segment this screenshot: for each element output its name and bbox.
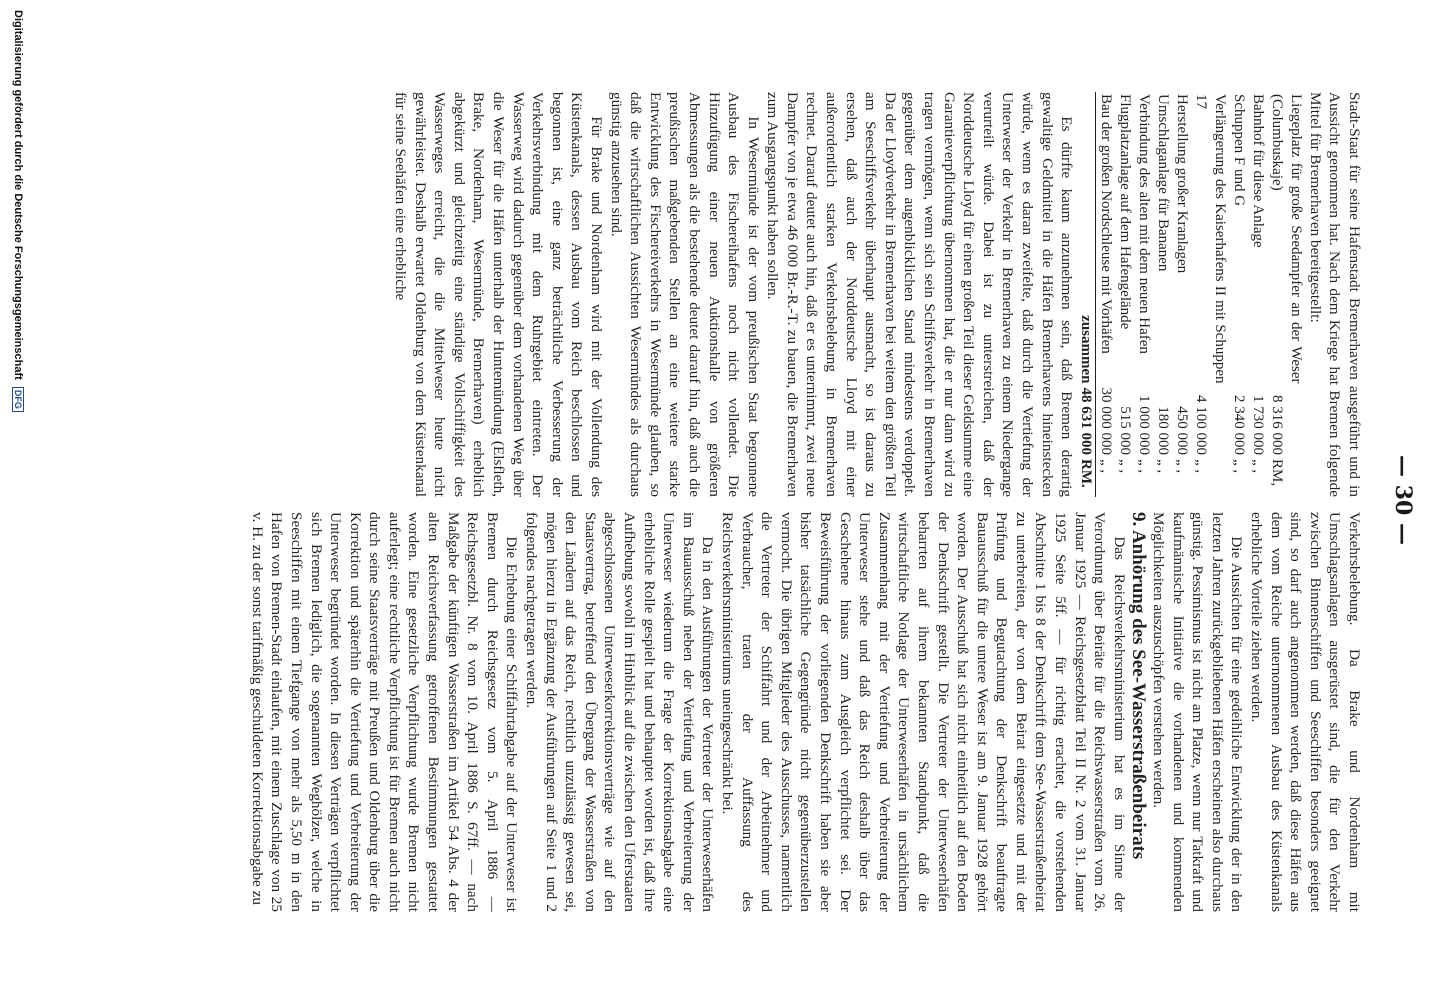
total-amount: 48 631 000 [1078, 387, 1095, 455]
cost-amount: 30 000 000 [1098, 387, 1115, 455]
paragraph: Verkehrsbelebung. Da Brake und Nordenham mit Umschlagsanlagen ausgerüstet sind, die für den Verkehr zwischen Binnenschiffen und Seeschiffen besonders geeignet sind, so darf auch angenommen werden, daß diese Häfen aus dem vom Reiche unternommenen Ausbau des Küstenkanals erhebliche Vorteile ziehen werden. [1248, 512, 1363, 912]
cost-row [1115, 92, 1134, 497]
cost-amount: 4 100 000 [1193, 395, 1210, 455]
cost-label: Schuppen F und G [1231, 94, 1248, 207]
paragraph: In Wesermünde ist der vom preußischen Staat begonnene Ausbau des Fischereihafens noch nicht vollendet. Die Hinzufügung einer neuen Auktionshalle von größeren Abmessungen als die bestehende deutet darauf hin, daß auch die preußischen maßgebenden Stellen an eine weitere starke Entwicklung des Fischereiverkehrs in Wesermünde glauben, so daß die wirtschaftlichen Aussichten Wesermündes als durchaus günstig anzusehen sind. [607, 92, 762, 497]
cost-amount: 180 000 [1155, 406, 1172, 455]
paragraph: Da in den Ausführungen der Vertreter der Unterweserhäfen im Bauausschuß neben der Vertiefung und Verbreiterung der Unterweser wiederum die Frage der Korrektionsabgabe eine erhebliche Rolle gespielt hat und behauptet worden ist, daß ihre Aufhebung sowohl im Hinblick auf die zwischen den Uferstaaten abgeschlossenen Unterweserkorrektionsverträge wie auf den Staatsvertrag, betreffend den Übergang der Wasserstraßen von den Ländern auf das Reich, rechtlich unzulässig gewesen sei, mögen hierzu in Ergänzung der Ausführungen auf Seite 1 und 2 folgendes nachgetragen werden. [523, 512, 717, 912]
cost-row [1096, 92, 1116, 497]
cost-label: Flugplatzanlage auf dem Hafengelände [1117, 94, 1134, 330]
cost-unit: „ , [1136, 459, 1153, 474]
text-column-first [44, 512, 1364, 912]
section-heading: 9. Anhörung des See-Wasserstraßenbeirats [1128, 512, 1150, 860]
cost-label: Liegeplatz für große Seedampfer an der Weser (Columbuskaje) [1269, 94, 1305, 384]
credit-text: Digitalisierung gefördert durch die Deutsche Forschungsgemeinschaft [12, 10, 24, 380]
cost-unit: „ , [1174, 459, 1191, 474]
cost-label: Bau der großen Nordschleuse mit Vorhäfen [1098, 94, 1115, 354]
cost-amount: 1 730 000 [1250, 395, 1267, 455]
cost-amount: 515 000 [1117, 406, 1134, 455]
paragraph: Stadt-Staat für seine Hafenstadt Bremerhaven ausgeführt und in Aussicht genommen hat. Nach dem Kriege hat Bremen folgende Mittel für Bremerhaven bereitgestellt: [1306, 92, 1363, 497]
page-number: — 30 — [1390, 455, 1416, 545]
cost-unit: RM, [1269, 459, 1286, 487]
dfg-logo: DFG [12, 387, 24, 412]
cost-row [1248, 92, 1267, 497]
paragraph: Für Brake und Nordenham wird mit der Vollendung des Küstenkanals, dessen Ausbau vom Reich beschlossen und begonnen ist, eine ganz beträchtliche Verbesserung der Verkehrsverbindung mit dem Ruhrgebiet eintreten. Der Wasserweg wird dadurch gegenüber dem vorhandenen Weg über die Weser für die Häfen unterhalb der Huntemündung (Elsfleth, Brake, Nordenham, Wesermünde, Bremerhaven) erheblich abgekürzt und gleichzeitig eine ständige Vollschiffigkeit des Wasserweges erreicht, die die Mittelweser heute nicht gewährleistet. Deshalb erwartet Oldenburg von dem Küstenkanal für seine Seehäfen eine erhebliche [392, 92, 605, 497]
cost-row [1134, 92, 1153, 497]
cost-row [1229, 92, 1248, 497]
total-label: zusammen [1076, 92, 1096, 386]
paragraph: Die Erhebung einer Schiffahrtabgabe auf der Unterweser ist Bremen durch Reichsgesetz vom 5. April 1886 — Reichsgesetzbl. Nr. 8 vom 10. April 1886 S. 67ff. — nach Maßgabe der künftigen Wasserstraßen im Artikel 54 Abs. 4 der alten Reichsverfassung getroffenen Bestimmungen gestattet worden. Eine gesetzliche Verpflichtung wurde Bremen nicht auferlegt; eine rechtliche Verpflichtung ist für Bremen auch nicht durch seine Staatsverträge mit Preußen und Oldenburg über die Korrektion und späterhin die Vertiefung und Verbreiterung der Unterweser begründet worden. In diesen Verträgen verpflichtet sich Bremen lediglich, die sogenannten Weghölzer, welche in Seeschiffen mit einem Tiefgange von mehr als 5,50 m in den Hafen von Bremen-Stadt einlaufen, mit einem Zuschlage von 25 v. H. zu der sonst tarifmäßig geschuldeten Korrektionsabgabe zu [248, 512, 521, 912]
cost-unit: „ , [1098, 459, 1115, 474]
cost-row [1267, 92, 1305, 497]
cost-row [1153, 92, 1172, 497]
cost-row [1172, 92, 1191, 497]
paragraph: Die Aussichten für eine gedeihliche Entwicklung der in den letzten Jahren zurückgebliebenen Häfen erscheinen also durchaus günstig. Pessimismus ist nicht am Platze, wenn nur Tatkraft und kaufmännische Initiative die vorhandenen und kommenden Möglichkeiten auszuschöpfen verstehen werden. [1150, 512, 1246, 912]
cost-amount: 450 000 [1174, 406, 1191, 455]
cost-row [1191, 92, 1229, 497]
cost-label: Verlängerung des Kaiserhafens II mit Schuppen 17 [1193, 94, 1229, 384]
cost-table [1076, 92, 1305, 497]
cost-label: Verbindung des alten mit dem neuen Hafen [1136, 94, 1153, 354]
text-column-second [44, 92, 1364, 497]
cost-label: Bahnhof für diese Anlage [1250, 94, 1267, 248]
cost-unit: „ , [1117, 459, 1134, 474]
total-unit: RM. [1076, 457, 1096, 497]
cost-unit: „ , [1155, 459, 1172, 474]
cost-amount: 1 000 000 [1136, 395, 1153, 455]
paragraph: Es dürfte kaum anzunehmen sein, daß Bremen derartig gewaltige Geldmittel in die Häfen Bremerhavens hineinstecken würde, wenn es daran zweifelte, daß durch die Vertiefung der Unterweser der Verkehr in Bremerhaven zu einem Niedergange verurteilt würde. Dabei ist zu unterstreichen, daß der Norddeutsche Lloyd für einen großen Teil dieser Geldsumme eine Garantieverpflichtung übernommen hat, die er nur dann wird zu tragen vermögen, wenn sich sein Schiffsverkehr in Bremerhaven gegenüber dem augenblicklichen Stand mindestens verdoppelt. Da der Lloydverkehr in Bremerhaven bei weitem den größten Teil am Seeschiffsverkehr überhaupt ausmacht, so ist daraus zu ersehen, daß auch der Norddeutsche Lloyd mit einer außerordentlich starken Verkehrsbelebung in Bremerhaven rechnet. Darauf deutet auch hin, daß er es unternimmt, zwei neue Dampfer von je etwa 46 000 Br.-R.-T. zu bauen, die Bremerhaven zum Ausgangspunkt haben sollen. [764, 92, 1076, 497]
cost-amount: 2 340 000 [1231, 395, 1248, 455]
cost-total-row [1076, 92, 1096, 497]
cost-label: Umschlaganlage für Bananen [1155, 94, 1172, 272]
paragraph: Das Reichsverkehrsministerium hat es im Sinne der Verordnung über Beiräte für die Reichswasserstraßen vom 26. Januar 1925 — Reichsgesetzblatt Teil II Nr. 2 vom 31. Januar 1925 Seite 5ff. — für richtig erachtet, die vorstehenden Abschnitte 1 bis 8 der Denkschrift dem See-Wasserstraßenbeirat zu unterbreiten, der von dem Beirat eingesetzte und mit der Prüfung und Begutachtung der Denkschrift beauftragte Bauausschuß für die untere Weser ist am 9. Januar 1928 gehört worden. Der Ausschuß hat sich nicht einheitlich auf den Boden der Denkschrift gestellt. Die Vertreter der Unterweserhäfen beharrten auf ihrem bekannten Standpunkt, daß die wirtschaftliche Notlage der Unterweserhäfen in ursächlichem Zusammenhang mit der Vertiefung und Verbreiterung der Unterweser stehe und daß das Reich deshalb über das Geschehene hinaus zum Ausgleich verpflichtet sei. Der Beweisführung der vorliegenden Denkschrift haben sie aber bisher tatsächliche Gegengründe nicht gegenüberzustellen vermocht. Die übrigen Mitglieder des Ausschusses, namentlich die Vertreter der Schiffahrt und der Arbeitnehmer und Verbraucher, traten der Auffassung des Reichsverkehrsministeriums uneingeschränkt bei. [719, 512, 1128, 912]
cost-unit: „ , [1193, 459, 1210, 474]
cost-label: Herstellung großer Kranlagen [1174, 94, 1191, 274]
cost-unit: „ , [1231, 459, 1248, 474]
cost-amount: 8 316 000 [1269, 395, 1286, 455]
cost-unit: „ , [1250, 459, 1267, 474]
